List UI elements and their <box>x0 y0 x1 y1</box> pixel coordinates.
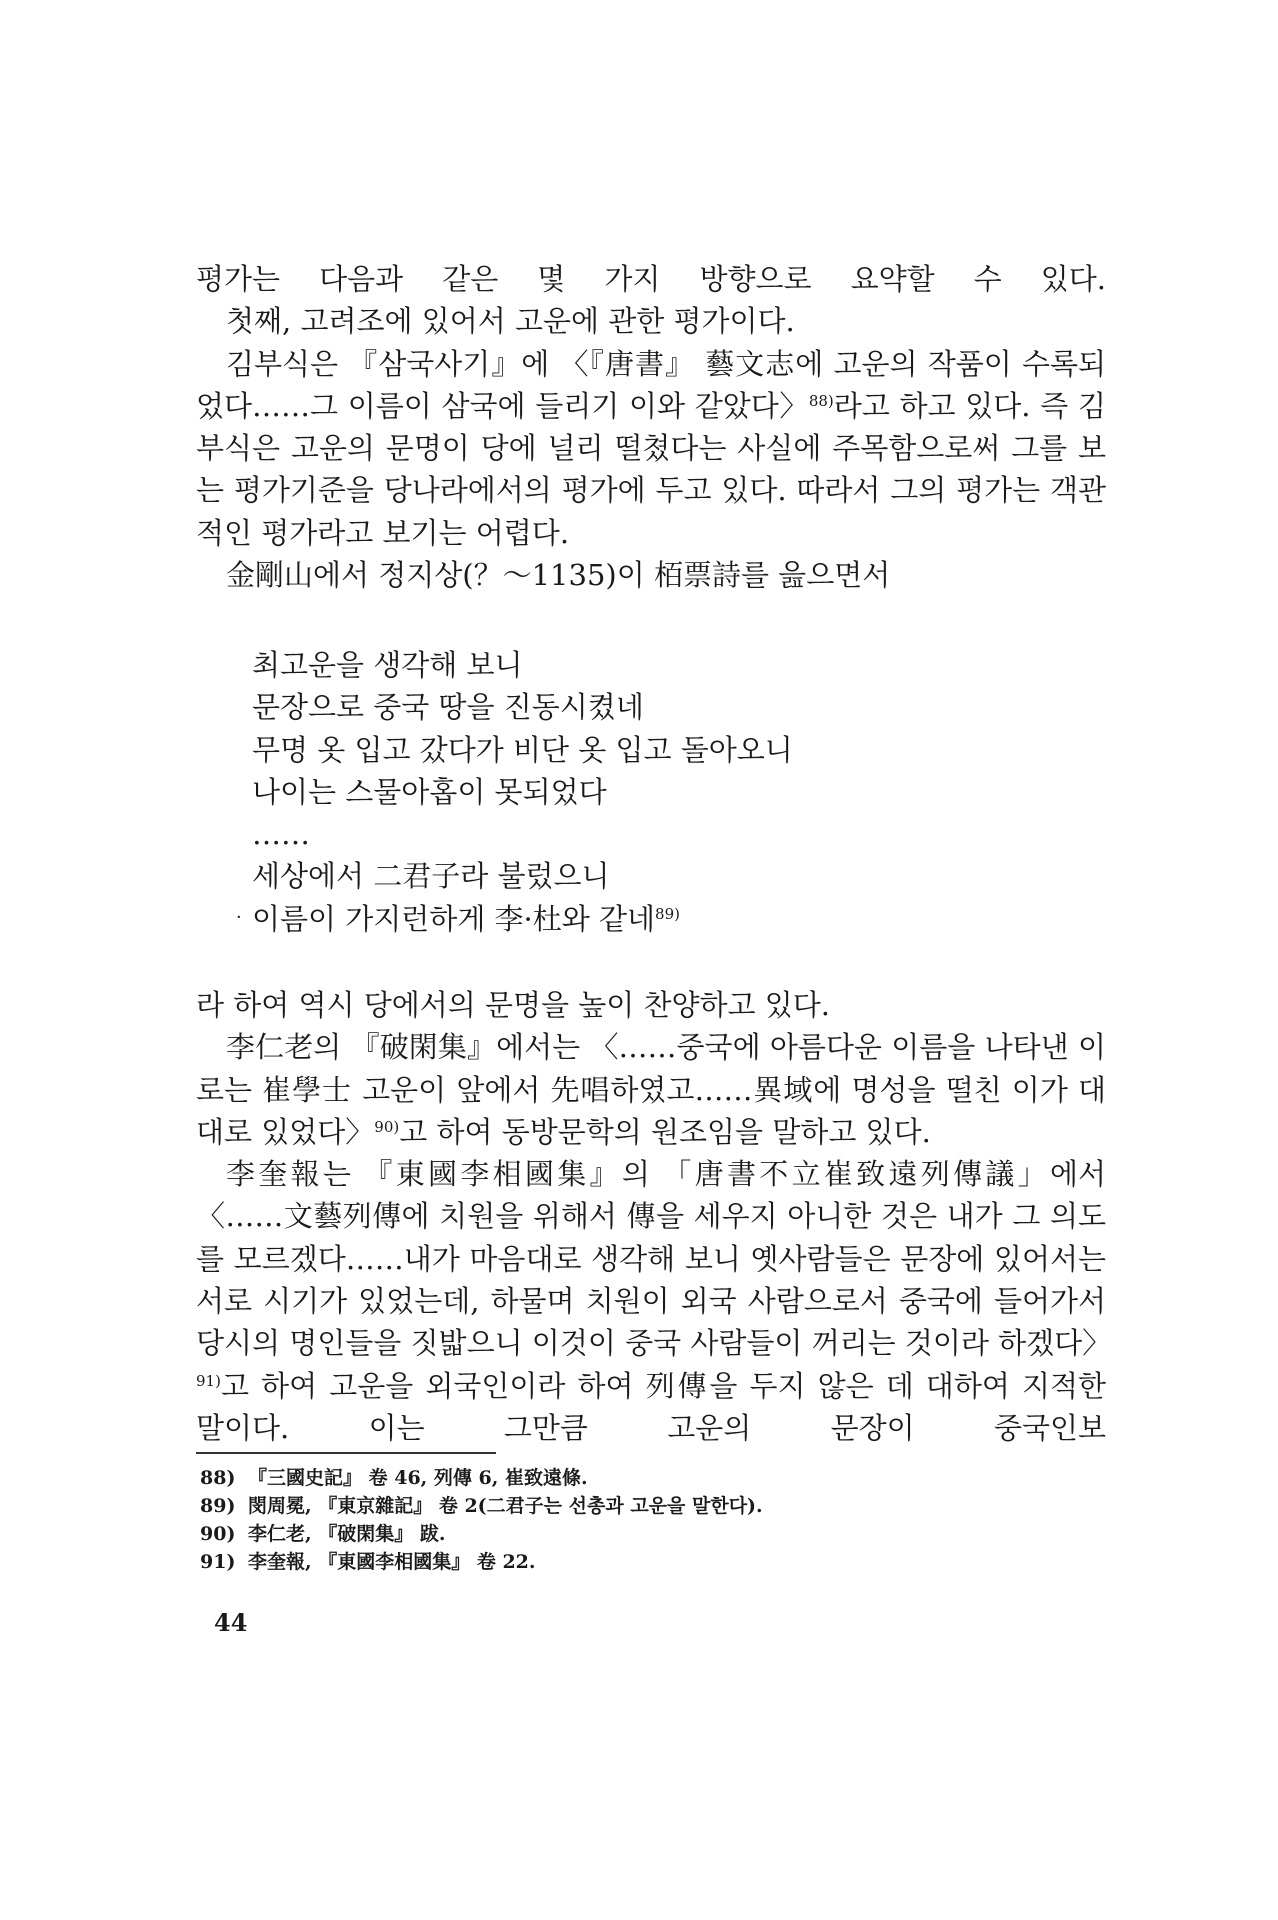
poem-line-text: 이름이 가지런하게 李·杜와 같네 <box>252 901 656 936</box>
footnote-text: 『三國史記』 卷 46, 列傳 6, 崔致遠條. <box>248 1467 588 1489</box>
paragraph-text: 李奎報는 『東國李相國集』의 「唐書不立崔致遠列傳議」에서 〈……文藝列傳에 치원을 위해서 傳을 세우지 아니한 것은 내가 그 의도를 모르겠다……내가 마음대로 생각해 보니 옛사람들은 문장에 있어서는 서로 시기가 있었는데, 하물며 치원이 외국 사람으로서 중국에 들어가서 당시의 명인들을 짓밟으니 이것이 중국 사람들이 꺼리는 것이라 하겠다〉 <box>196 1157 1112 1361</box>
footnote-text: 閔周冕, 『東京雜記』 卷 2(二君子는 선총과 고운을 말한다). <box>248 1495 763 1517</box>
poem-line: 최고운을 생각해 보니 <box>252 648 523 682</box>
page-number: 44 <box>214 1608 248 1637</box>
footnote-number: 89) <box>200 1495 236 1517</box>
footnote-ref: 89) <box>655 904 680 923</box>
paragraph: 金剛山에서 정지상(？～1135)이 栢票詩를 읊으면서 <box>226 558 891 593</box>
paragraph: 라 하여 역시 당에서의 문명을 높이 찬양하고 있다. <box>196 988 831 1022</box>
poem-line: 무명 옷 입고 갔다가 비단 옷 입고 돌아오니 <box>252 732 793 767</box>
paragraph-text: 김부식은 『삼국사기』에 〈『唐書』 藝文志에 고운의 작품이 수록되었다……그 이름이 삼국에 들리기 이와 같았다〉 <box>196 346 1106 423</box>
poem-line: 문장으로 중국 땅을 진동시켰네 <box>252 690 644 725</box>
paragraph: 첫째, 고려조에 있어서 고운에 관한 평가이다. <box>226 304 795 339</box>
poem-quote <box>252 644 1012 940</box>
paragraph-text: 라고 하고 있다. 즉 김부식은 고운의 문명이 당에 널리 떨쳤다는 사실에 주목함으로써 그를 보는 평가기준을 당나라에서의 평가에 두고 있다. 따라서 그의 평가는 객관적인 평가라고 보기는 어렵다. <box>196 388 1106 550</box>
footnote-text: 李仁老, 『破閑集』 跋. <box>248 1523 446 1545</box>
paragraph-text: 고 하여 고운을 외국인이라 하여 列傳을 두지 않은 데 대하여 지적한 말이다. 이는 그만큼 고운의 문장이 중국인보 <box>196 1368 1106 1445</box>
poem-line: 나이는 스물아홉이 못되었다 <box>252 774 607 809</box>
footnote <box>200 1520 1100 1548</box>
poem-line: …… <box>252 817 310 852</box>
footnotes <box>200 1464 1100 1576</box>
paragraph <box>196 1153 1112 1449</box>
poem-line: 세상에서 二君子라 불렀으니 <box>252 859 610 894</box>
paragraph-text: 고 하여 동방문학의 원조임을 말하고 있다. <box>399 1114 931 1149</box>
footnote-number: 91) <box>200 1551 236 1573</box>
footnote-text: 李奎報, 『東國李相國集』 卷 22. <box>248 1551 536 1573</box>
footnote-number: 90) <box>200 1523 236 1545</box>
body-text-top <box>196 258 1106 596</box>
paragraph <box>196 1026 1106 1153</box>
footnote-ref: 91) <box>196 1371 221 1390</box>
footnote <box>200 1548 1100 1576</box>
footnote-ref: 88) <box>808 391 834 410</box>
stray-mark: · <box>236 907 242 928</box>
footnote-number: 88) <box>200 1467 236 1489</box>
footnote-divider <box>196 1452 496 1454</box>
footnote-ref: 90) <box>374 1117 400 1136</box>
body-text-after <box>196 984 1112 1449</box>
poem-line <box>252 898 1012 940</box>
footnote <box>200 1492 1100 1520</box>
footnote <box>200 1464 1100 1492</box>
paragraph <box>196 343 1106 554</box>
paragraph-text: 李仁老의 『破閑集』에서는 〈……중국에 아름다운 이름을 나타낸 이로는 崔學士 고운이 앞에서 先唱하였고……異域에 명성을 떨친 이가 대대로 있었다〉 <box>196 1030 1106 1149</box>
paragraph: 평가는 다음과 같은 몇 가지 방향으로 요약할 수 있다. <box>196 262 1106 296</box>
